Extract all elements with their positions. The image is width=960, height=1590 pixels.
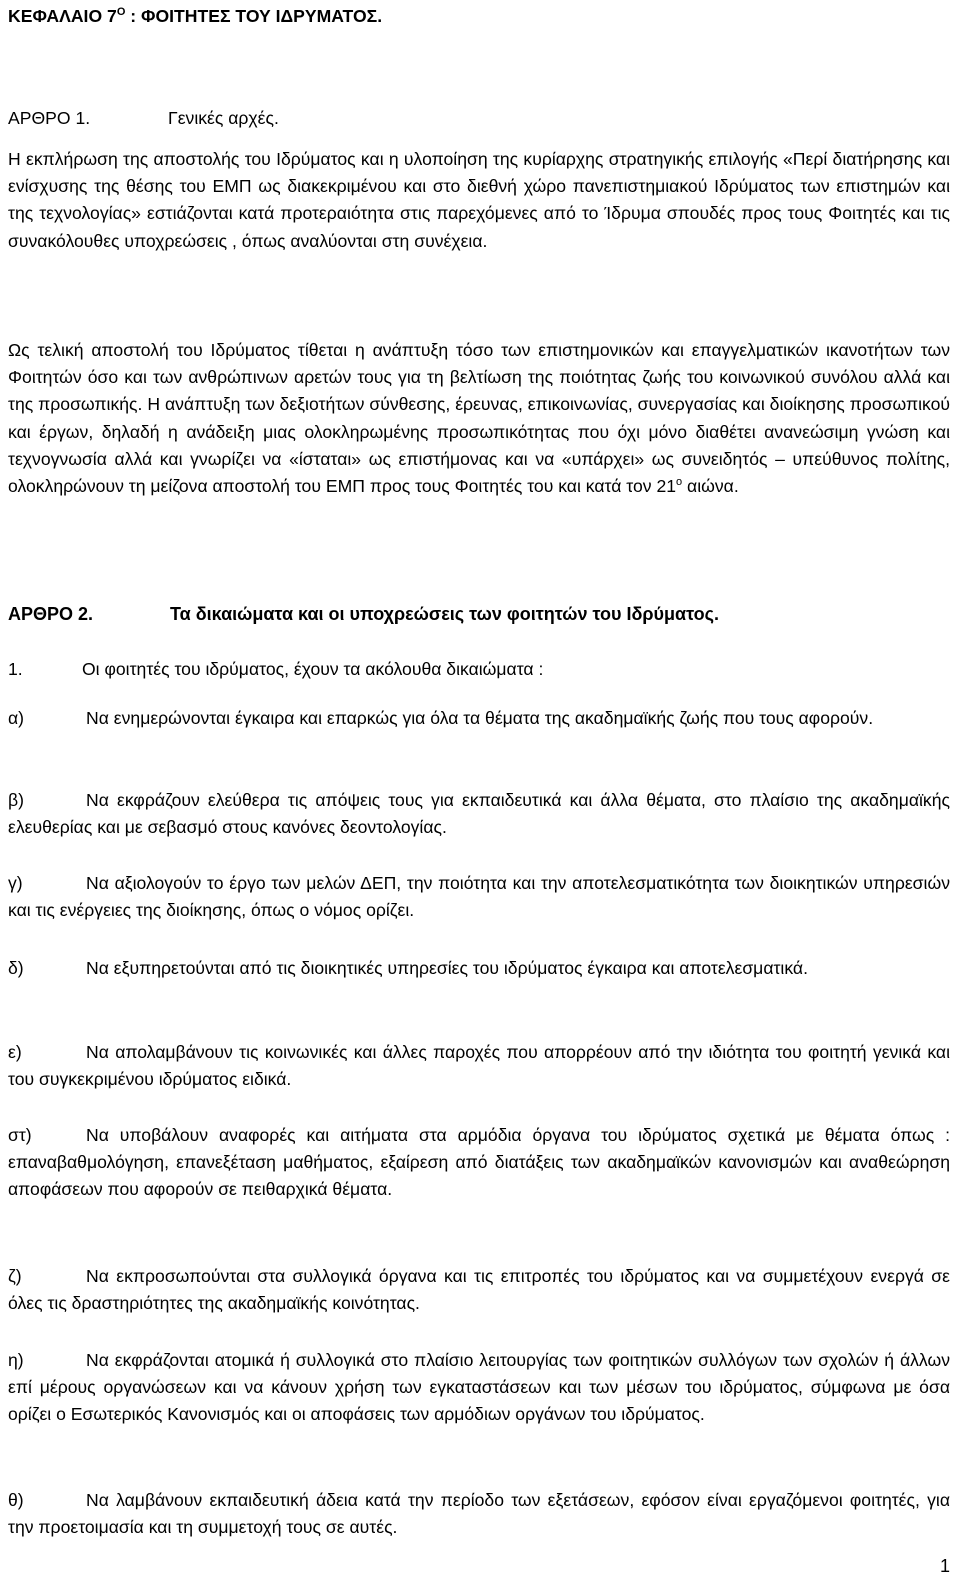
paragraph-2-text: Ως τελική αποστολή του Ιδρύματος τίθεται η ανάπτυξη τόσο των επιστημονικών και επαγγελματικών ικανοτήτων των Φοιτητών όσο και των ανθρώπινων αρετών τους για τη βελτίωση της ποιότητας ζωής του κοινωνικού συνόλου αλλά και της προσωπικής. Η ανάπτυξη των δεξιοτήτων σύνθεσης, έρευνας, επικοινωνίας, συνεργασίας και διοίκησης προσωπικού και έργων, δηλαδή η ανάδειξη μιας ολοκληρωμένης προσωπικότητας που όχι μόνο διαθέτει ανανεώσιμη γνώση και τεχνογνωσία αλλά και γνωρίζει να «ίσταται» ως επιστήμονας και να «υπάρχει» ως συνειδητός – υπεύθυνος πολίτης, ολοκληρώνουν τη μείζονα αποστολή του ΕΜΠ προς τους Φοιτητές του και κατά τον 21 xyxy=(8,340,950,497)
item-label: α) xyxy=(8,708,25,728)
list-item xyxy=(8,1487,950,1541)
list-item xyxy=(8,705,950,732)
list-item xyxy=(8,1039,950,1093)
item-label: ε) xyxy=(8,1042,22,1062)
item-label: γ) xyxy=(8,873,23,893)
chapter-title-rest: : ΦΟΙΤΗΤΕΣ ΤΟΥ ΙΔΡΥΜΑΤΟΣ. xyxy=(125,6,383,26)
list-item xyxy=(8,1122,950,1204)
article2-title: Τα δικαιώματα και οι υποχρεώσεις των φοιτητών του Ιδρύματος. xyxy=(170,604,719,624)
list-item xyxy=(8,1347,950,1429)
item-label: β) xyxy=(8,790,24,810)
list-item xyxy=(8,1263,950,1317)
list-item xyxy=(8,955,950,982)
article1-paragraph-1: Η εκπλήρωση της αποστολής του Ιδρύματος και η υλοποίηση της κυρίαρχης στρατηγικής επιλογής «Περί διατήρησης και ενίσχυσης της θέσης του ΕΜΠ ως διακεκριμένου και στο διεθνή χώρο πανεπιστημιακού Ιδρύματος των επιστημών και της τεχνολογίας» εστιάζονται κατά προτεραιότητα στις παρεχόμενες από το Ίδρυμα σπουδές προς τους Φοιτητές και τις συνακόλουθες υποχρεώσεις , όπως αναλύονται στη συνέχεια. xyxy=(8,149,950,251)
item-text: Να λαμβάνουν εκπαιδευτική άδεια κατά την περίοδο των εξετάσεων, εφόσον είναι εργαζόμενοι φοιτητές, για την προετοιμασία και τη συμμετοχή τους σε αυτές. xyxy=(8,1490,950,1538)
item-text: Να εξυπηρετούνται από τις διοικητικές υπηρεσίες του ιδρύματος έγκαιρα και αποτελεσματικά. xyxy=(86,958,808,978)
list-item xyxy=(8,870,950,924)
article1-number: ΑΡΘΡΟ 1. xyxy=(8,108,91,128)
intro-number: 1. xyxy=(8,659,23,679)
article2-intro xyxy=(8,656,950,683)
chapter-title-sup: Ο xyxy=(116,6,126,19)
page-number: 1 xyxy=(939,1556,950,1576)
article1-title: Γενικές αρχές. xyxy=(168,108,279,128)
article1-paragraph-2 xyxy=(8,337,950,500)
article2-number: ΑΡΘΡΟ 2. xyxy=(8,604,94,624)
list-item xyxy=(8,787,950,841)
article1-heading xyxy=(8,105,950,132)
item-label: θ) xyxy=(8,1490,24,1510)
item-text: Να υποβάλουν αναφορές και αιτήματα στα αρμόδια όργανα του ιδρύματος σχετικά με θέματα όπως : επαναβαθμολόγηση, επανεξέταση μαθήματος, εξαίρεση από διατάξεις των ακαδημαϊκών κανονισμών και αναθεώρηση αποφάσεων που αφορούν σε πειθαρχικά θέματα. xyxy=(8,1125,950,1200)
item-label: ζ) xyxy=(8,1266,22,1286)
item-text: Να εκπροσωπούνται στα συλλογικά όργανα και τις επιτροπές του ιδρύματος και να συμμετέχουν ενεργά σε όλες τις δραστηριότητες της ακαδημαϊκής κοινότητας. xyxy=(8,1266,950,1314)
article2-heading xyxy=(8,601,950,628)
chapter-title-main: ΚΕΦΑΛΑΙΟ 7 xyxy=(8,6,117,26)
item-text: Να αξιολογούν το έργο των μελών ΔΕΠ, την ποιότητα και την αποτελεσματικότητα των διοικητικών υπηρεσιών και τις ενέργειες της διοίκησης, όπως ο νόμος ορίζει. xyxy=(8,873,950,921)
item-text: Να εκφράζονται ατομικά ή συλλογικά στο πλαίσιο λειτουργίας των φοιτητικών συλλόγων των σχολών ή άλλων επί μέρους οργανώσεων και να κάνουν χρήση των εγκαταστάσεων και των μέσων του ιδρύματος, σύμφωνα με όσα ορίζει ο Εσωτερικός Κανονισμός και οι αποφάσεις των αρμόδιων οργάνων του ιδρύματος. xyxy=(8,1350,950,1425)
paragraph-2-sup: ο xyxy=(676,476,683,489)
chapter-title xyxy=(8,3,950,30)
item-text: Να απολαμβάνουν τις κοινωνικές και άλλες παροχές που απορρέουν από την ιδιότητα του φοιτητή γενικά και του συγκεκριμένου ιδρύματος ειδικά. xyxy=(8,1042,950,1090)
intro-text: Οι φοιτητές του ιδρύματος, έχουν τα ακόλουθα δικαιώματα : xyxy=(82,659,544,679)
item-label: στ) xyxy=(8,1125,32,1145)
item-label: η) xyxy=(8,1350,24,1370)
item-text: Να εκφράζουν ελεύθερα τις απόψεις τους για εκπαιδευτικά και άλλα θέματα, στο πλαίσιο της ακαδημαϊκής ελευθερίας και με σεβασμό στους κανόνες δεοντολογίας. xyxy=(8,790,950,838)
item-text: Να ενημερώνονται έγκαιρα και επαρκώς για όλα τα θέματα της ακαδημαϊκής ζωής που τους αφορούν. xyxy=(86,708,874,728)
item-label: δ) xyxy=(8,958,24,978)
paragraph-2-end: αιώνα. xyxy=(682,476,739,497)
